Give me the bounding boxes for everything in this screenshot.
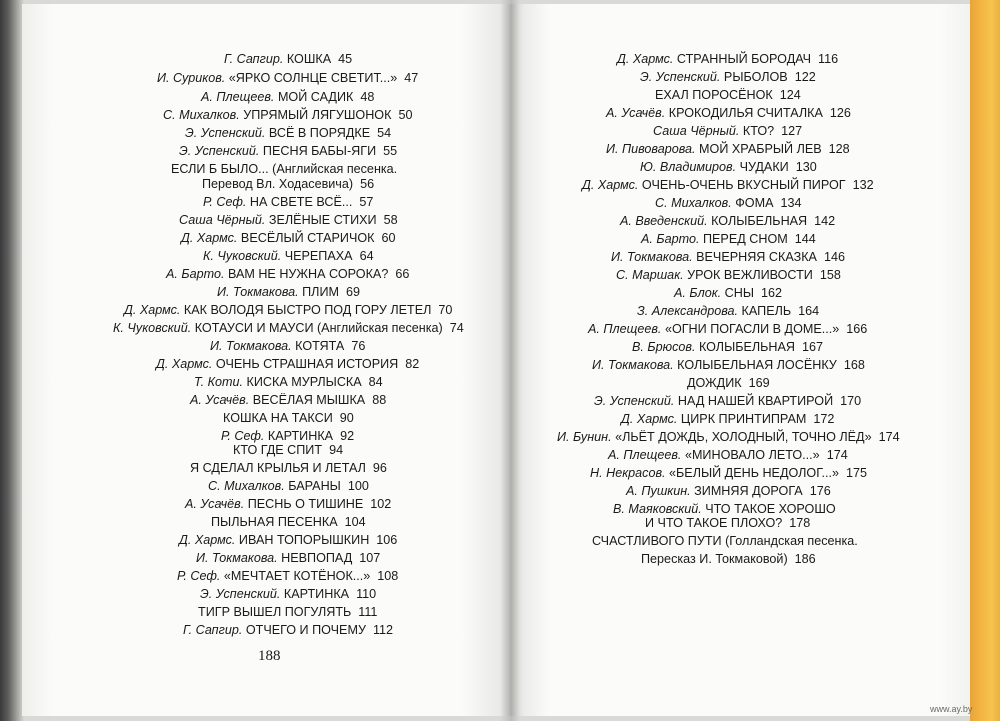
toc-entry-title: ДОЖДИК: [687, 376, 742, 390]
toc-entry: [590, 466, 867, 481]
toc-entry: [632, 340, 823, 355]
toc-entry-page: 57: [359, 195, 374, 209]
toc-entry-page: 170: [840, 394, 862, 408]
toc-entry: [641, 552, 816, 567]
toc-entry: [626, 484, 831, 499]
toc-entry-page: 168: [843, 358, 865, 372]
toc-entry-title: ОЧЕНЬ-ОЧЕНЬ ВКУСНЫЙ ПИРОГ: [641, 178, 846, 192]
toc-entry-page: 74: [449, 321, 464, 335]
toc-entry-page: 96: [372, 461, 387, 475]
toc-entry-page: 128: [828, 142, 850, 156]
toc-entry-title: Я СДЕЛАЛ КРЫЛЬЯ И ЛЕТАЛ: [190, 461, 366, 475]
toc-entry-page: 69: [345, 285, 360, 299]
toc-entry-title: КТО?: [742, 124, 775, 138]
toc-entry: [185, 126, 391, 141]
toc-entry: [592, 358, 865, 373]
toc-entry-title: ОТЧЕГО И ПОЧЕМУ: [245, 623, 366, 637]
toc-entry: [653, 124, 802, 139]
toc-entry: [171, 162, 404, 177]
toc-entry-author: Э. Успенский.: [640, 70, 721, 84]
book-left-edge: [0, 0, 24, 721]
toc-entry-page: 110: [356, 587, 377, 601]
toc-entry-page: 162: [761, 286, 783, 300]
toc-entry: [582, 178, 874, 193]
toc-entry-title: БАРАНЫ: [288, 479, 341, 493]
toc-entry-page: 76: [351, 339, 366, 353]
toc-entry: [208, 479, 369, 494]
toc-entry: [588, 322, 867, 337]
toc-entry-page: 158: [819, 268, 841, 282]
toc-entry-author: А. Усачёв.: [190, 393, 250, 407]
toc-entry-title: КОШКА: [286, 52, 332, 66]
toc-entry-author: А. Плещеев.: [201, 90, 275, 104]
toc-entry-author: З. Александрова.: [637, 304, 739, 318]
toc-entry-title: НА СВЕТЕ ВСЁ...: [249, 195, 353, 209]
toc-entry-title: КИСКА МУРЛЫСКА: [246, 375, 362, 389]
toc-entry-author: И. Суриков.: [157, 71, 226, 85]
toc-entry-page: 56: [360, 177, 375, 191]
toc-entry-title: ЕХАЛ ПОРОСЁНОК: [655, 88, 773, 102]
toc-entry-title: «ЯРКО СОЛНЦЕ СВЕТИТ...»: [228, 71, 398, 85]
toc-entry-title: КОТЯТА: [295, 339, 345, 353]
toc-entry: [674, 286, 782, 301]
toc-entry-title: Перевод Вл. Ходасевича): [202, 177, 354, 191]
toc-entry: [687, 376, 770, 391]
toc-entry-page: 50: [398, 108, 413, 122]
toc-entry-title: ФОМА: [735, 196, 774, 210]
toc-entry-title: ЕСЛИ Б БЫЛО... (Английская песенка.: [171, 162, 398, 176]
toc-entry-title: КАПЕЛЬ: [741, 304, 792, 318]
toc-entry-page: 48: [360, 90, 375, 104]
toc-entry-page: 90: [339, 411, 354, 425]
toc-entry-page: 106: [376, 533, 398, 547]
toc-entry-author: И. Токмакова.: [611, 250, 693, 264]
toc-entry-title: ПЕСНЬ О ТИШИНЕ: [247, 497, 364, 511]
toc-entry-page: 60: [381, 231, 396, 245]
toc-entry-page: 167: [802, 340, 824, 354]
toc-entry-page: 108: [377, 569, 399, 583]
toc-entry-title: КАК ВОЛОДЯ БЫСТРО ПОД ГОРУ ЛЕТЕЛ: [183, 303, 432, 317]
toc-entry: [200, 587, 376, 602]
toc-entry-author: Т. Коти.: [194, 375, 243, 389]
toc-entry: [617, 52, 838, 67]
toc-entry: [179, 144, 397, 159]
toc-entry: [157, 71, 418, 86]
toc-entry-author: Э. Успенский.: [179, 144, 260, 158]
toc-entry-title: ЗИМНЯЯ ДОРОГА: [694, 484, 803, 498]
toc-entry-title: КОШКА НА ТАКСИ: [223, 411, 333, 425]
toc-entry-page: 92: [340, 429, 355, 443]
toc-entry: [113, 321, 464, 336]
toc-entry: [613, 502, 843, 517]
page-number: 188: [258, 648, 281, 664]
toc-entry: [224, 52, 352, 67]
toc-entry-title: СЧАСТЛИВОГО ПУТИ (Голландская песенка.: [592, 534, 858, 548]
toc-entry: [221, 429, 354, 444]
toc-entry-page: 134: [780, 196, 802, 210]
toc-entry-page: 54: [377, 126, 392, 140]
toc-entry-author: Г. Сапгир.: [224, 52, 284, 66]
toc-entry-title: ОЧЕНЬ СТРАШНАЯ ИСТОРИЯ: [215, 357, 399, 371]
toc-entry-title: И ЧТО ТАКОЕ ПЛОХО?: [645, 516, 783, 530]
toc-entry: [621, 412, 834, 427]
toc-entry: [640, 70, 816, 85]
toc-entry-author: Саша Чёрный.: [653, 124, 740, 138]
toc-entry-page: 122: [794, 70, 816, 84]
toc-entry-title: КАРТИНКА: [283, 587, 350, 601]
toc-entry: [203, 195, 373, 210]
toc-entry: [210, 339, 365, 354]
toc-entry-author: И. Токмакова.: [217, 285, 299, 299]
toc-entry: [163, 108, 412, 123]
toc-entry: [233, 443, 343, 458]
toc-entry-page: 47: [404, 71, 419, 85]
toc-entry-title: МОЙ ХРАБРЫЙ ЛЕВ: [699, 142, 822, 156]
toc-entry-page: 166: [846, 322, 868, 336]
toc-entry-author: И. Токмакова.: [592, 358, 674, 372]
toc-entry: [190, 461, 387, 476]
toc-entry-author: И. Бунин.: [557, 430, 612, 444]
toc-entry: [645, 516, 810, 531]
toc-entry-page: 174: [878, 430, 900, 444]
toc-entry-author: В. Брюсов.: [632, 340, 696, 354]
toc-entry-author: Ю. Владимиров.: [640, 160, 737, 174]
toc-entry-title: ЦИРК ПРИНТИПРАМ: [680, 412, 807, 426]
orange-cover-edge: [970, 0, 1000, 721]
toc-entry-page: 142: [814, 214, 836, 228]
toc-entry-page: 172: [813, 412, 835, 426]
toc-entry-title: НАД НАШЕЙ КВАРТИРОЙ: [677, 394, 834, 408]
toc-entry-page: 84: [368, 375, 383, 389]
toc-entry-title: КТО ГДЕ СПИТ: [233, 443, 323, 457]
toc-entry-page: 55: [383, 144, 398, 158]
toc-entry-author: Д. Хармс.: [617, 52, 674, 66]
toc-entry-page: 176: [809, 484, 831, 498]
toc-entry: [217, 285, 360, 300]
toc-entry-title: Пересказ И. Токмаковой): [641, 552, 788, 566]
toc-entry-page: 107: [359, 551, 381, 565]
toc-entry-page: 64: [359, 249, 374, 263]
toc-entry-page: 70: [438, 303, 453, 317]
toc-entry-author: Д. Хармс.: [156, 357, 213, 371]
toc-entry-title: ИВАН ТОПОРЫШКИН: [238, 533, 370, 547]
toc-entry-author: А. Барто.: [641, 232, 700, 246]
toc-entry-page: 126: [829, 106, 851, 120]
toc-entry-author: Р. Сеф.: [221, 429, 265, 443]
toc-entry: [606, 106, 851, 121]
toc-entry-author: И. Токмакова.: [210, 339, 292, 353]
toc-entry-page: 58: [383, 213, 398, 227]
toc-entry-author: С. Михалков.: [208, 479, 285, 493]
toc-entry-author: Н. Некрасов.: [590, 466, 666, 480]
toc-entry: [202, 177, 374, 192]
toc-entry-title: ЧТО ТАКОЕ ХОРОШО: [705, 502, 836, 516]
toc-entry: [211, 515, 366, 530]
toc-entry-title: «ОГНИ ПОГАСЛИ В ДОМЕ...»: [664, 322, 840, 336]
toc-entry: [190, 393, 386, 408]
toc-entry: [655, 196, 802, 211]
toc-entry: [637, 304, 819, 319]
toc-entry: [203, 249, 374, 264]
toc-entry-title: ВЕЧЕРНЯЯ СКАЗКА: [696, 250, 817, 264]
toc-entry-title: КАРТИНКА: [267, 429, 334, 443]
toc-entry-title: КРОКОДИЛЬЯ СЧИТАЛКА: [668, 106, 823, 120]
toc-entry-title: ПЕСНЯ БАБЫ-ЯГИ: [262, 144, 377, 158]
toc-entry-page: 178: [789, 516, 811, 530]
toc-entry-title: МОЙ САДИК: [277, 90, 354, 104]
toc-entry-author: Р. Сеф.: [203, 195, 247, 209]
toc-entry-author: Г. Сапгир.: [183, 623, 243, 637]
toc-entry-page: 130: [795, 160, 817, 174]
toc-entry: [194, 375, 383, 390]
toc-entry: [223, 411, 354, 426]
toc-entry-author: А. Барто.: [166, 267, 225, 281]
toc-entry-page: 111: [358, 605, 378, 619]
toc-entry-page: 82: [405, 357, 420, 371]
toc-entry-author: А. Введенский.: [620, 214, 708, 228]
toc-entry: [611, 250, 845, 265]
toc-entry-author: Р. Сеф.: [177, 569, 221, 583]
toc-entry-author: И. Токмакова.: [196, 551, 278, 565]
toc-entry-title: КОЛЫБЕЛЬНАЯ ЛОСЁНКУ: [677, 358, 837, 372]
toc-entry: [179, 213, 398, 228]
toc-entry-title: НЕВПОПАД: [281, 551, 353, 565]
toc-entry: [183, 623, 393, 638]
toc-entry-title: СНЫ: [724, 286, 754, 300]
toc-entry-page: 132: [852, 178, 874, 192]
toc-entry: [640, 160, 817, 175]
toc-entry-author: А. Пушкин.: [626, 484, 691, 498]
toc-entry-title: «ЛЬЁТ ДОЖДЬ, ХОЛОДНЫЙ, ТОЧНО ЛЁД»: [615, 430, 872, 444]
toc-entry-author: А. Плещеев.: [588, 322, 662, 336]
toc-entry-page: 146: [823, 250, 845, 264]
toc-entry-page: 164: [798, 304, 820, 318]
toc-entry-title: УПРЯМЫЙ ЛЯГУШОНОК: [243, 108, 392, 122]
toc-entry: [655, 88, 801, 103]
toc-entry-title: ПЕРЕД СНОМ: [702, 232, 788, 246]
toc-entry-title: «БЕЛЫЙ ДЕНЬ НЕДОЛОГ...»: [669, 466, 839, 480]
toc-entry-author: Д. Хармс.: [582, 178, 639, 192]
toc-entry-author: С. Маршак.: [616, 268, 684, 282]
toc-entry-page: 94: [329, 443, 344, 457]
book-spine: [500, 0, 520, 721]
toc-entry: [166, 267, 409, 282]
toc-entry: [177, 569, 398, 584]
toc-entry-title: УРОК ВЕЖЛИВОСТИ: [687, 268, 813, 282]
toc-entry: [616, 268, 841, 283]
toc-entry-author: Д. Хармс.: [181, 231, 238, 245]
toc-entry-page: 186: [794, 552, 816, 566]
toc-entry-page: 45: [338, 52, 353, 66]
watermark: www.ay.by: [930, 704, 973, 714]
toc-entry-author: К. Чуковский.: [113, 321, 192, 335]
toc-entry: [179, 533, 397, 548]
toc-entry-page: 124: [779, 88, 801, 102]
toc-entry-title: ВЕСЁЛАЯ МЫШКА: [252, 393, 366, 407]
toc-entry-title: ПЫЛЬНАЯ ПЕСЕНКА: [211, 515, 338, 529]
toc-entry: [606, 142, 850, 157]
toc-entry-title: «МИНОВАЛО ЛЕТО...»: [684, 448, 820, 462]
toc-entry-page: 169: [748, 376, 770, 390]
toc-entry: [594, 394, 861, 409]
toc-entry-author: Д. Хармс.: [621, 412, 678, 426]
toc-entry: [620, 214, 835, 229]
toc-entry-title: РЫБОЛОВ: [723, 70, 788, 84]
toc-entry-title: КОЛЫБЕЛЬНАЯ: [698, 340, 795, 354]
toc-entry-author: А. Плещеев.: [608, 448, 682, 462]
toc-entry-title: ВЕСЁЛЫЙ СТАРИЧОК: [240, 231, 375, 245]
toc-entry-author: И. Пивоварова.: [606, 142, 696, 156]
toc-entry-page: 116: [818, 52, 839, 66]
toc-entry-author: С. Михалков.: [655, 196, 732, 210]
toc-entry-page: 66: [395, 267, 410, 281]
toc-entry-page: 102: [370, 497, 392, 511]
toc-entry: [196, 551, 380, 566]
toc-entry-page: 112: [372, 623, 394, 637]
toc-entry-page: 88: [372, 393, 387, 407]
toc-entry-title: ВСЁ В ПОРЯДКЕ: [268, 126, 371, 140]
toc-entry-page: 174: [826, 448, 848, 462]
toc-entry-author: С. Михалков.: [163, 108, 240, 122]
toc-entry-title: ЧЕРЕПАХА: [284, 249, 353, 263]
toc-entry: [641, 232, 816, 247]
toc-entry: [156, 357, 419, 372]
toc-entry-author: А. Усачёв.: [606, 106, 666, 120]
toc-entry-author: Д. Хармс.: [124, 303, 181, 317]
toc-entry-title: «МЕЧТАЕТ КОТЁНОК...»: [223, 569, 371, 583]
toc-entry: [181, 231, 396, 246]
toc-entry: [201, 90, 374, 105]
toc-entry: [185, 497, 391, 512]
toc-entry-author: Э. Успенский.: [594, 394, 675, 408]
toc-entry: [557, 430, 900, 445]
toc-entry-title: КОТАУСИ И МАУСИ (Английская песенка): [194, 321, 443, 335]
toc-entry-title: СТРАННЫЙ БОРОДАЧ: [676, 52, 812, 66]
toc-entry-author: Э. Успенский.: [200, 587, 281, 601]
toc-entry-author: Д. Хармс.: [179, 533, 236, 547]
toc-entry-title: ЗЕЛЁНЫЕ СТИХИ: [268, 213, 377, 227]
toc-entry-title: ПЛИМ: [302, 285, 339, 299]
toc-entry: [198, 605, 377, 620]
toc-entry: [124, 303, 452, 318]
toc-entry-page: 175: [845, 466, 867, 480]
toc-entry-page: 104: [344, 515, 366, 529]
toc-entry-author: В. Маяковский.: [613, 502, 702, 516]
toc-entry-title: ВАМ НЕ НУЖНА СОРОКА?: [227, 267, 389, 281]
toc-entry-author: Саша Чёрный.: [179, 213, 266, 227]
toc-entry-page: 127: [781, 124, 803, 138]
toc-entry-page: 100: [347, 479, 369, 493]
toc-entry: [592, 534, 865, 549]
toc-entry-title: КОЛЫБЕЛЬНАЯ: [711, 214, 808, 228]
toc-entry-author: Э. Успенский.: [185, 126, 266, 140]
toc-entry-author: А. Блок.: [674, 286, 722, 300]
toc-entry-page: 144: [794, 232, 816, 246]
toc-entry-author: А. Усачёв.: [185, 497, 245, 511]
toc-entry-author: К. Чуковский.: [203, 249, 282, 263]
toc-entry: [608, 448, 848, 463]
toc-entry-title: ТИГР ВЫШЕЛ ПОГУЛЯТЬ: [198, 605, 352, 619]
toc-entry-title: ЧУДАКИ: [739, 160, 789, 174]
